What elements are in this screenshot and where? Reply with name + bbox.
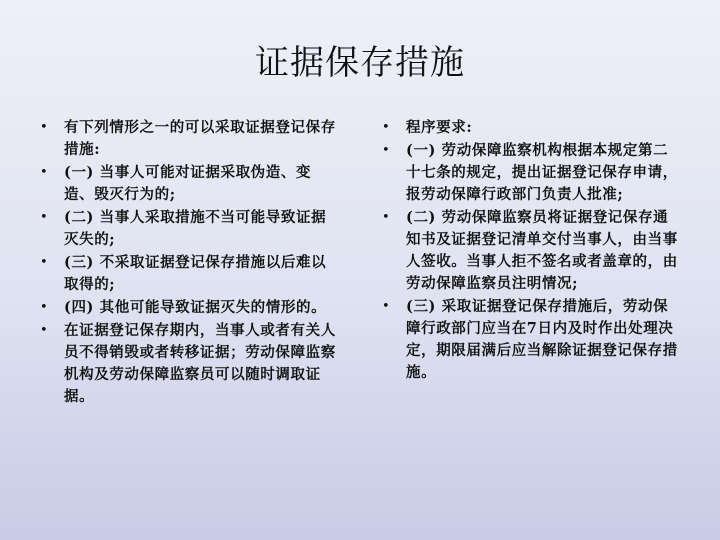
list-item (40, 297, 340, 319)
bullet-text: 在证据登记保存期内，当事人或者有关人员不得销毁或者转移证据；劳动保障监察机构及劳动保障监察员可以随时调取证据。 (64, 322, 336, 405)
bullet-icon: • (382, 143, 391, 158)
bullet-text: (二) 当事人采取措施不当可能导致证据灭失的; (64, 209, 327, 248)
list-item (40, 117, 340, 161)
left-bullet-list (40, 117, 340, 409)
bullet-icon: • (40, 120, 49, 135)
bullet-icon: • (382, 120, 391, 135)
bullet-text: 有下列情形之一的可以采取证据登记保存措施: (64, 119, 336, 158)
list-item (40, 207, 340, 251)
list-item (382, 207, 678, 295)
list-item (40, 162, 340, 206)
bullet-icon: • (382, 299, 391, 314)
bullet-icon: • (40, 300, 49, 315)
list-item (382, 140, 678, 206)
bullet-text: (三) 不采取证据登记保存措施以后难以取得的; (64, 254, 327, 293)
bullet-icon: • (40, 210, 49, 225)
bullet-text: (一) 劳动保障监察机构根据本规定第二十七条的规定，提出证据登记保存申请，报劳动保障行政部门负责人批准; (406, 142, 678, 203)
bullet-text: (二) 劳动保障监察员将证据登记保存通知书及证据登记清单交付当事人，由当事人签收。当事人拒不签名或者盖章的，由劳动保障监察员注明情况; (406, 209, 678, 292)
right-bullet-list (382, 117, 678, 385)
bullet-text: 程序要求: (406, 119, 473, 136)
bullet-icon: • (40, 255, 49, 270)
list-item (40, 320, 340, 408)
slide-title: 证据保存措施 (255, 43, 465, 83)
bullet-icon: • (382, 210, 391, 225)
list-item (40, 252, 340, 296)
list-item (382, 296, 678, 384)
bullet-text: (一) 当事人可能对证据采取伪造、变造、毁灭行为的; (64, 164, 312, 203)
bullet-icon: • (40, 323, 49, 338)
bullet-text: (三) 采取证据登记保存措施后，劳动保障行政部门应当在7日内及时作出处理决定，期限届满后应当解除证据登记保存措施。 (406, 298, 678, 381)
bullet-text: (四) 其他可能导致证据灭失的情形的。 (64, 299, 327, 316)
list-item (382, 117, 678, 139)
bullet-icon: • (40, 165, 49, 180)
